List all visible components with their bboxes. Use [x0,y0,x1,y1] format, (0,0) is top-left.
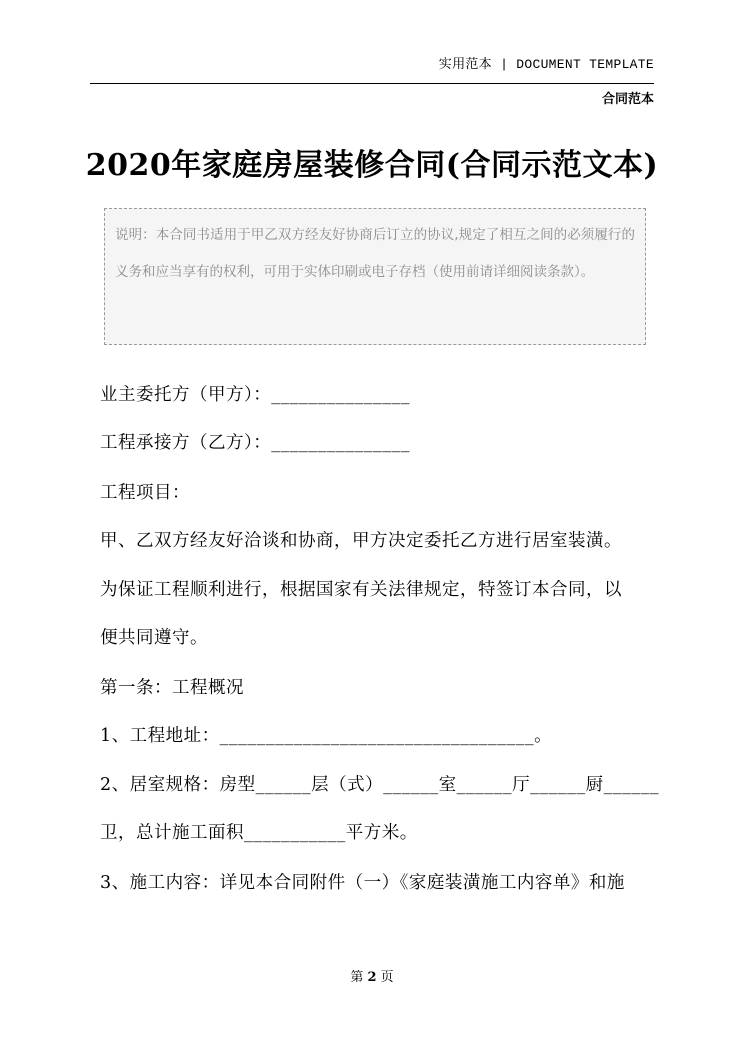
page-footer [0,966,744,985]
paragraph-line: 便共同遵守。 [100,628,208,648]
clause-line: 卫，总计施工面积___________平方米。 [100,823,418,843]
clause-line: 3、施工内容：详见本合同附件（一）《家庭装潢施工内容单》和施 [100,873,625,893]
paragraph-line: 甲、乙双方经友好洽谈和协商，甲方决定委托乙方进行居室装潢。 [100,531,622,551]
header-brand: 实用范本 | DOCUMENT TEMPLATE [438,57,654,72]
document-title: 2020年家庭房屋装修合同(合同示范文本) [85,148,659,183]
footer-prefix: 第 [350,970,364,985]
header-category: 合同范本 [601,92,654,107]
paragraph-line: 为保证工程顺利进行，根据国家有关法律规定，特签订本合同，以 [100,580,622,600]
party-b-line: 工程承接方（乙方）：_______________ [100,433,410,453]
page-number: 2 [367,970,377,985]
clause-line: 2、居室规格：房型______层（式）______室______厅______厨______ [100,775,660,795]
header-divider [90,83,654,84]
footer-suffix: 页 [380,970,394,985]
clause-line: 1、工程地址：__________________________________。 [100,726,553,746]
article-heading: 第一条：工程概况 [100,678,244,698]
project-line: 工程项目： [100,483,190,503]
notice-box [104,208,646,345]
notice-text: 说明：本合同书适用于甲乙双方经友好协商后订立的协议,规定了相互之间的必须履行的义务和应当享有的权利，可用于实体印刷或电子存档（使用前请详细阅读条款）。 [115,227,635,280]
party-a-line: 业主委托方（甲方）：_______________ [100,385,410,405]
